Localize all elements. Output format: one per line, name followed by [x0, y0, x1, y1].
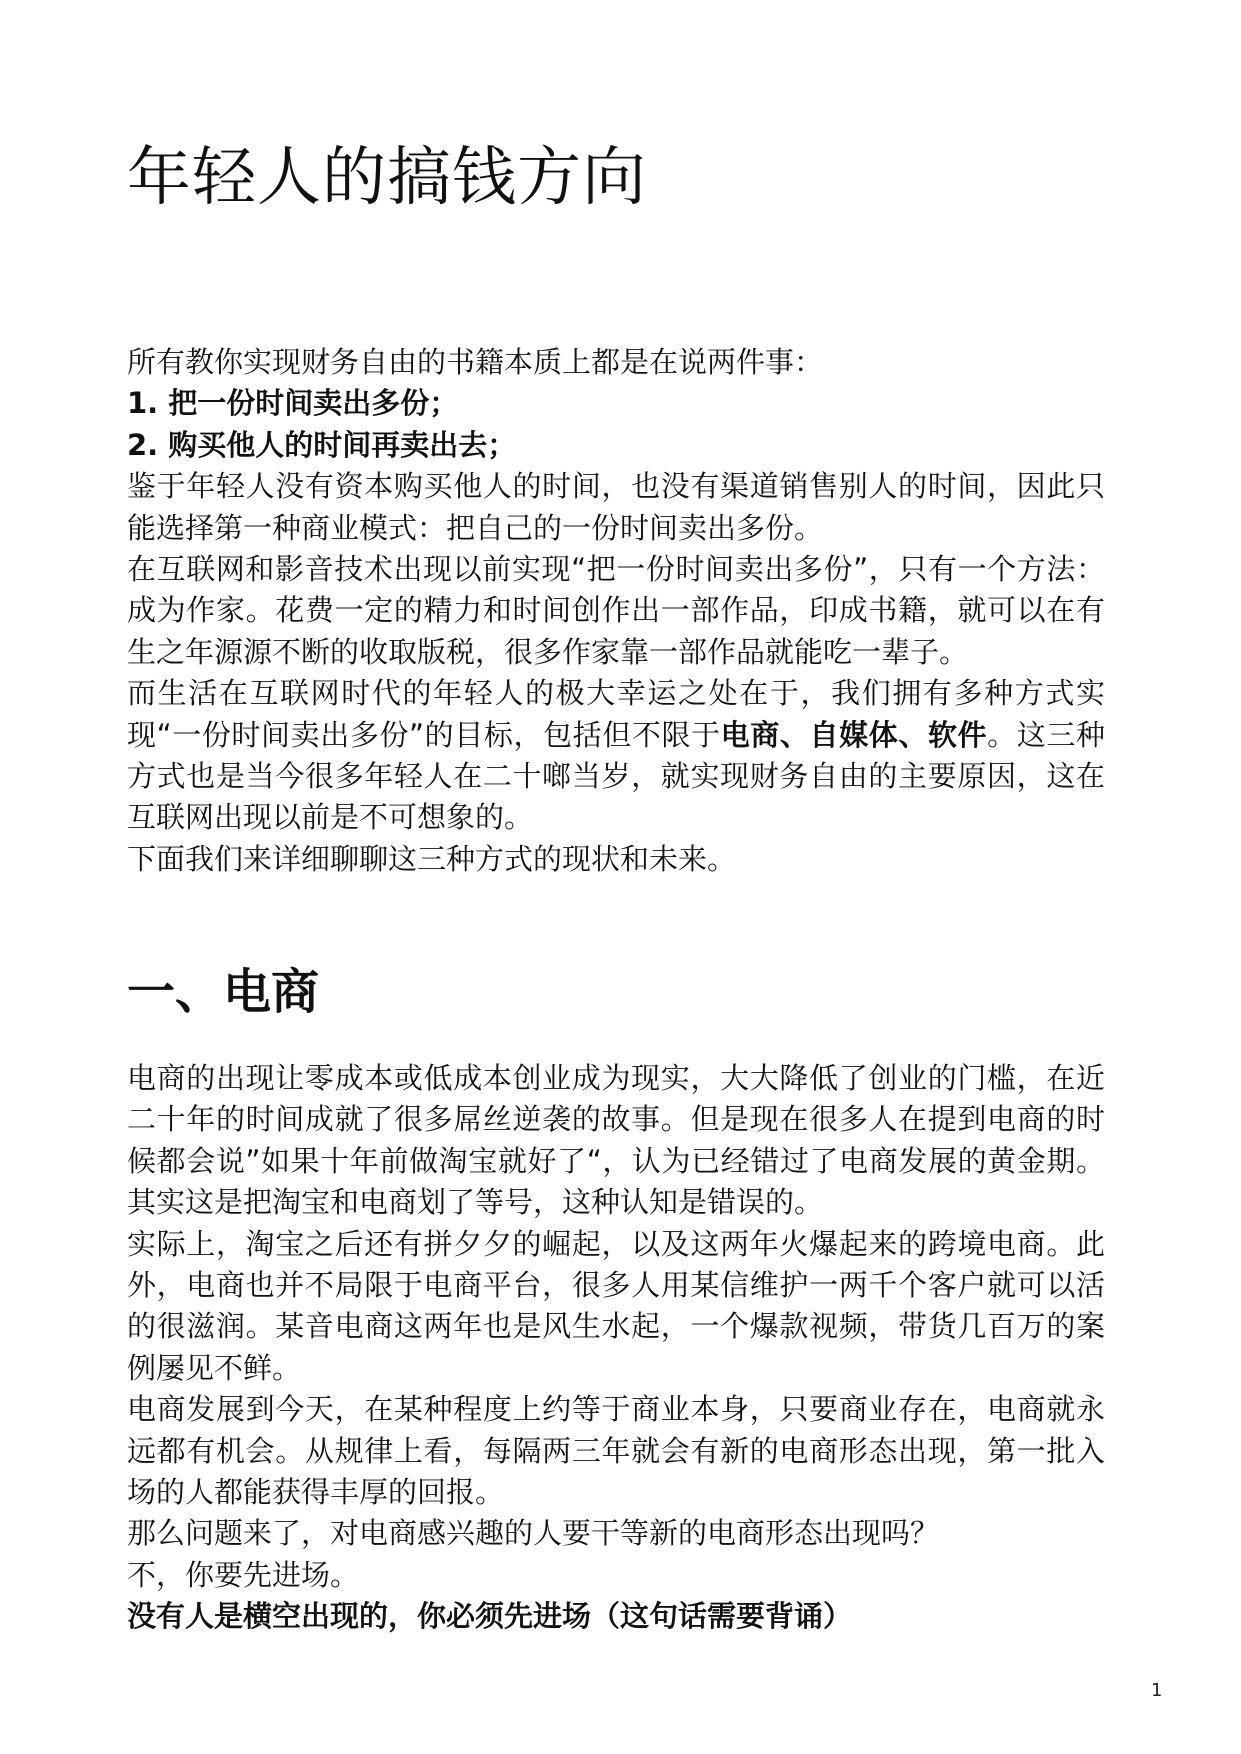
page-title: 年轻人的搞钱方向 — [127, 141, 647, 215]
intro-paragraph-3-bold: 电商、自媒体、软件 — [720, 717, 988, 752]
intro-section — [127, 342, 1105, 880]
intro-paragraph-3-end: 。这三种方式也是当今很多年轻人在二十啷当岁，就实现财务自由的主要原因，这在互联网出现以前是不可想象的。 — [127, 717, 1105, 835]
ecommerce-paragraph-3: 电商发展到今天，在某种程度上约等于商业本身，只要商业存在，电商就永远都有机会。从规律上看，每隔两三年就会有新的电商形态出现，第一批入场的人都能获得丰厚的回报。 — [127, 1392, 1105, 1510]
intro-paragraph-1: 鉴于年轻人没有资本购买他人的时间，也没有渠道销售别人的时间，因此只能选择第一种商业模式：把自己的一份时间卖出多份。 — [127, 469, 1105, 545]
ecommerce-bold-statement: 没有人是横空出现的，你必须先进场（这句话需要背诵） — [127, 1599, 853, 1634]
intro-paragraph-4: 下面我们来详细聊聊这三种方式的现状和未来。 — [127, 841, 737, 876]
intro-lead: 所有教你实现财务自由的书籍本质上都是在说两件事： — [127, 345, 824, 379]
page-number: 1 — [1151, 1680, 1163, 1701]
ecommerce-paragraph-5: 不，你要先进场。 — [127, 1557, 360, 1592]
intro-paragraph-2: 在互联网和影音技术出现以前实现“把一份时间卖出多份”，只有一个方法：成为作家。花费一定的精力和时间创作出一部作品，印成书籍，就可以在有生之年源源不断的收取版税，很多作家靠一部作品就能吃一辈子。 — [127, 552, 1105, 669]
ecommerce-paragraph-1: 电商的出现让零成本或低成本创业成为现实，大大降低了创业的门槛，在近二十年的时间成就了很多屌丝逆袭的故事。但是现在很多人在提到电商的时候都会说”如果十年前做淘宝就好了“，认为已经错过了电商发展的黄金期。其实这是把淘宝和电商划了等号，这种认知是错误的。 — [127, 1061, 1105, 1220]
ecommerce-paragraph-2: 实际上，淘宝之后还有拼夕夕的崛起，以及这两年火爆起来的跨境电商。此外，电商也并不局限于电商平台，很多人用某信维护一两千个客户就可以活的很滋润。某音电商这两年也是风生水起，一个爆款视频，带货几百万的案例屡见不鲜。 — [127, 1226, 1105, 1385]
ecommerce-paragraph-4: 那么问题来了，对电商感兴趣的人要干等新的电商形态出现吗？ — [127, 1516, 940, 1551]
intro-paragraph-3-start: 而生活在互联网时代的年轻人的极大幸运之处在于，我们拥有多种方式实现“一份时间卖出多份”的目标，包括但不限于 — [127, 676, 1105, 752]
section-heading-ecommerce: 一、电商 — [127, 964, 320, 1020]
list-item-1: 1. 把一份时间卖出多份； — [127, 386, 459, 421]
ecommerce-section — [127, 1058, 1105, 1638]
list-item-2: 2. 购买他人的时间再卖出去； — [127, 427, 517, 462]
intro-paragraph-3 — [127, 673, 1105, 839]
